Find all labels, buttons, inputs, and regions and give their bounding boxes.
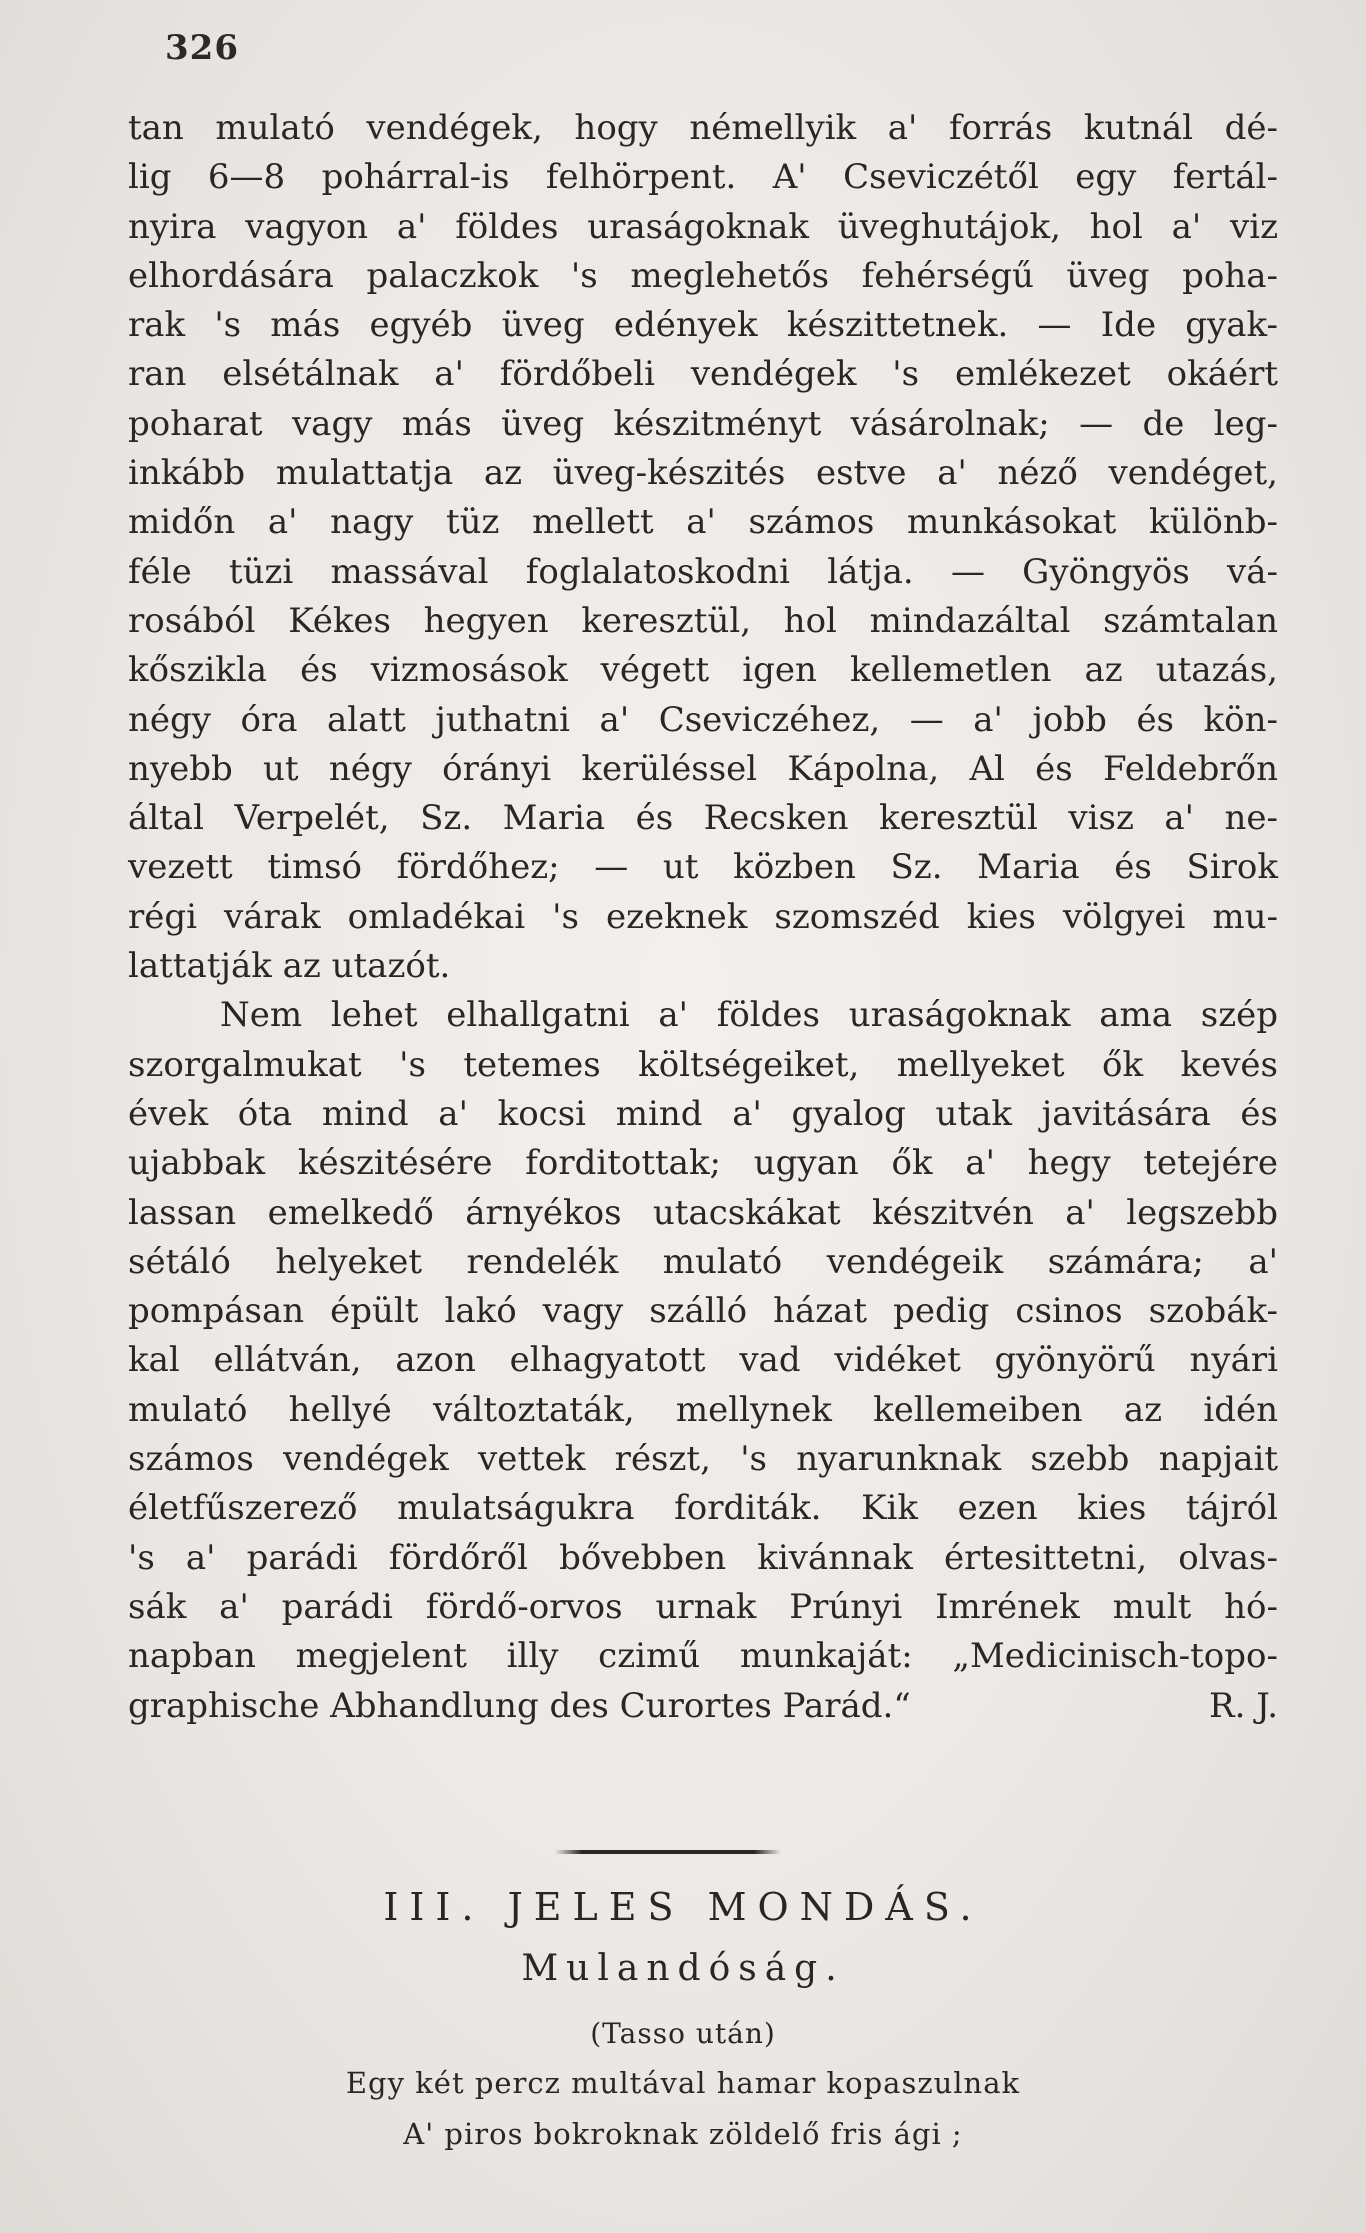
body-line: által Verpelét, Sz. Maria és Recsken keresztül visz a' ne- bbox=[128, 798, 1278, 839]
body-text bbox=[128, 104, 1278, 1731]
poem-line: Egy két percz multával hamar kopaszulnak bbox=[345, 2066, 1021, 2100]
section-title: III. JELES MONDÁS. bbox=[383, 1885, 983, 1929]
body-line: féle tüzi massával foglalatoskodni látja. — Gyöngyös vá- bbox=[128, 551, 1278, 592]
body-line: rak 's más egyéb üveg edények készittetnek. — Ide gyak- bbox=[128, 305, 1278, 346]
body-line: pompásan épült lakó vagy szálló házat pedig csinos szobák- bbox=[128, 1291, 1278, 1332]
attribution: (Tasso után) bbox=[590, 2017, 776, 2050]
body-line: 's a' parádi fördőről bővebben kivánnak értesittetni, olvas- bbox=[128, 1537, 1278, 1578]
body-line: lassan emelkedő árnyékos utacskákat készitvén a' legszebb bbox=[128, 1192, 1278, 1233]
body-line: Nem lehet elhallgatni a' földes uraságoknak ama szép bbox=[220, 995, 1278, 1036]
body-line-final-text: graphische Abhandlung des Curortes Parád.“ bbox=[128, 1685, 911, 1726]
body-line: kal ellátván, azon elhagyatott vad vidéket gyönyörű nyári bbox=[128, 1340, 1278, 1381]
body-line: vezett timsó fördőhez; — ut közben Sz. Maria és Sirok bbox=[128, 847, 1278, 888]
body-line: életfűszerező mulatságukra forditák. Kik ezen kies tájról bbox=[128, 1488, 1278, 1529]
section-divider bbox=[555, 1850, 781, 1854]
body-line: mulató hellyé változtaták, mellynek kellemeiben az idén bbox=[128, 1389, 1278, 1430]
body-line: nyira vagyon a' földes uraságoknak üveghutájok, hol a' viz bbox=[128, 206, 1278, 247]
body-line: rosából Kékes hegyen keresztül, hol mindazáltal számtalan bbox=[128, 600, 1278, 641]
body-line: inkább mulattatja az üveg-készités estve a' néző vendéget, bbox=[128, 453, 1278, 494]
body-line: tan mulató vendégek, hogy némellyik a' forrás kutnál dé- bbox=[128, 108, 1278, 148]
poem-line: A' piros bokroknak zöldelő fris ági ; bbox=[403, 2117, 963, 2151]
body-line: ujabbak készitésére forditottak; ugyan ők a' hegy tetejére bbox=[128, 1143, 1278, 1184]
body-line: napban megjelent illy czimű munkaját: „Medicinisch-topo- bbox=[128, 1636, 1278, 1677]
body-line: nyebb ut négy órányi kerüléssel Kápolna, Al és Feldebrőn bbox=[128, 748, 1278, 789]
body-line: évek óta mind a' kocsi mind a' gyalog utak javitására és bbox=[128, 1093, 1278, 1134]
page-number: 326 bbox=[165, 28, 239, 68]
subtitle: Mulandóság. bbox=[521, 1948, 845, 1989]
body-line: kőszikla és vizmosások végett igen kellemetlen az utazás, bbox=[128, 650, 1278, 691]
body-line-final bbox=[128, 1682, 1278, 1731]
body-line: elhordására palaczkok 's meglehetős fehérségű üveg poha- bbox=[128, 255, 1278, 296]
body-line: sétáló helyeket rendelék mulató vendégeik számára; a' bbox=[128, 1241, 1278, 1282]
body-line: lig 6—8 pohárral-is felhörpent. A' Cseviczétől egy fertál- bbox=[128, 157, 1278, 198]
body-line: ran elsétálnak a' fördőbeli vendégek 's emlékezet okáért bbox=[128, 354, 1278, 395]
body-line: lattatják az utazót. bbox=[128, 946, 451, 987]
body-line: szorgalmukat 's tetemes költségeiket, mellyeket ők kevés bbox=[128, 1044, 1278, 1085]
body-line: poharat vagy más üveg készitményt vásárolnak; — de leg- bbox=[128, 403, 1278, 444]
body-line: midőn a' nagy tüz mellett a' számos munkásokat különb- bbox=[128, 502, 1278, 543]
body-line: sák a' parádi fördő-orvos urnak Prúnyi Imrének mult hó- bbox=[128, 1586, 1278, 1627]
signature: R. J. bbox=[1208, 1685, 1278, 1726]
body-line: négy óra alatt juthatni a' Cseviczéhez, — a' jobb és kön- bbox=[128, 699, 1278, 740]
body-line: számos vendégek vettek részt, 's nyarunknak szebb napjait bbox=[128, 1439, 1278, 1480]
body-line: régi várak omladékai 's ezeknek szomszéd kies völgyei mu- bbox=[128, 896, 1278, 937]
